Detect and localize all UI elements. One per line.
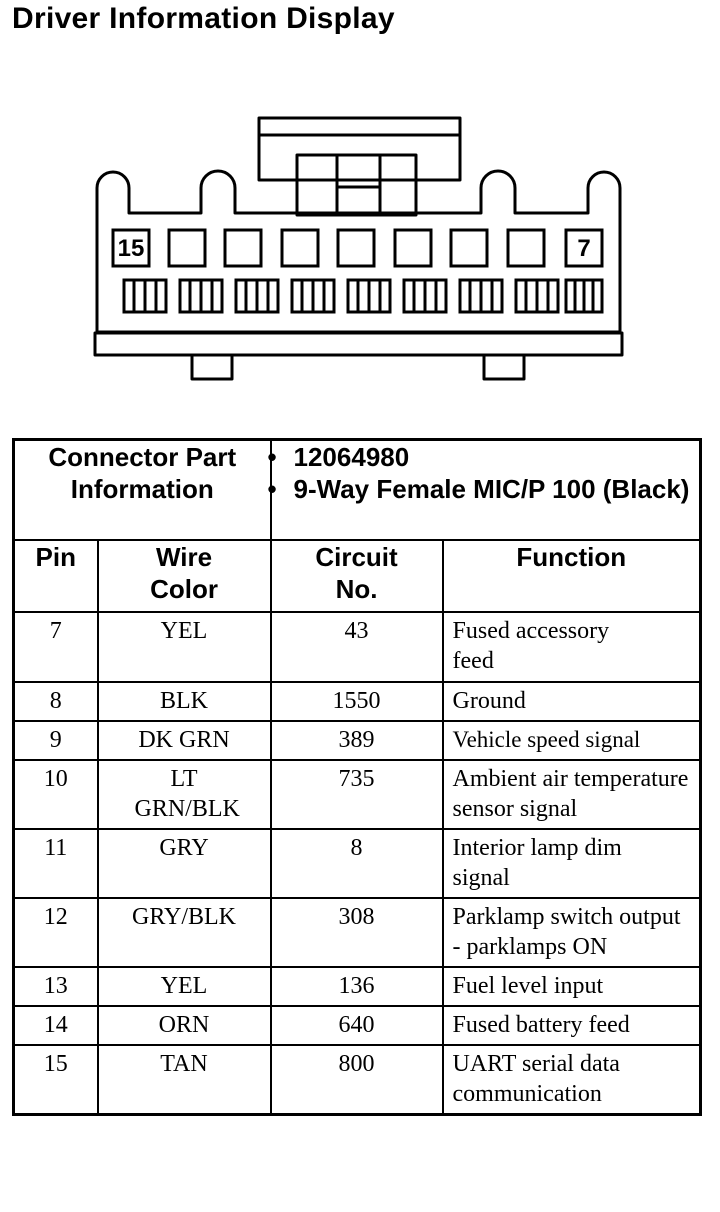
pin-cell: 15 <box>14 1045 98 1115</box>
wire-color-cell: YEL <box>98 967 271 1006</box>
table-row <box>14 898 701 967</box>
function-cell: Fuel level input <box>443 967 701 1006</box>
circuit-cell: 389 <box>271 721 443 760</box>
cavity-label-7: 7 <box>577 235 591 262</box>
circuit-cell: 640 <box>271 1006 443 1045</box>
table-row <box>14 1006 701 1045</box>
wire-color-cell: TAN <box>98 1045 271 1115</box>
pin-cell: 12 <box>14 898 98 967</box>
table-row <box>14 721 701 760</box>
pin-cell: 8 <box>14 682 98 721</box>
table-row <box>14 967 701 1006</box>
col-header-pin: Pin <box>14 540 98 612</box>
connector-foot-right <box>484 355 524 379</box>
pin-cell: 11 <box>14 829 98 898</box>
cavity-row <box>113 230 602 266</box>
pin-cell: 10 <box>14 760 98 829</box>
pin-cell: 7 <box>14 612 98 682</box>
function-cell: Interior lamp dim signal <box>443 829 701 898</box>
connector-base <box>95 333 622 355</box>
part-info-details: • 12064980 • 9-Way Female MIC/P 100 (Black) <box>271 440 701 541</box>
table-row <box>14 829 701 898</box>
col-header-function: Function <box>443 540 701 612</box>
function-cell: Ground <box>443 682 701 721</box>
wire-color-cell: BLK <box>98 682 271 721</box>
circuit-cell: 308 <box>271 898 443 967</box>
wire-color-cell: GRY/BLK <box>98 898 271 967</box>
wire-color-cell: GRY <box>98 829 271 898</box>
pin-cell: 9 <box>14 721 98 760</box>
function-cell: UART serial data communication <box>443 1045 701 1115</box>
table-row <box>14 682 701 721</box>
col-header-circuit-no: Circuit No. <box>271 540 443 612</box>
function-cell: Ambient air temperature sensor signal <box>443 760 701 829</box>
circuit-cell: 800 <box>271 1045 443 1115</box>
function-cell: Vehicle speed signal <box>443 721 701 760</box>
wire-color-cell: DK GRN <box>98 721 271 760</box>
circuit-cell: 1550 <box>271 682 443 721</box>
table-row <box>14 760 701 829</box>
col-header-wire-color: Wire Color <box>98 540 271 612</box>
function-cell: Fused accessory feed <box>443 612 701 682</box>
circuit-cell: 735 <box>271 760 443 829</box>
function-cell: Fused battery feed <box>443 1006 701 1045</box>
connector-diagram <box>0 0 720 400</box>
wire-color-cell: YEL <box>98 612 271 682</box>
page-title: Driver Information Display <box>12 2 395 35</box>
part-number: 12064980 <box>293 442 410 472</box>
table-row <box>14 612 701 682</box>
pin-cell: 13 <box>14 967 98 1006</box>
table-row <box>14 1045 701 1115</box>
wire-color-cell: ORN <box>98 1006 271 1045</box>
column-header-row <box>14 540 701 612</box>
part-info-header: Connector Part Information <box>14 440 271 541</box>
connector-foot-left <box>192 355 232 379</box>
part-info-row <box>14 440 701 541</box>
connector-latch <box>259 118 460 215</box>
pinout-table <box>12 438 702 1116</box>
pin-cell: 14 <box>14 1006 98 1045</box>
function-cell: Parklamp switch output - parklamps ON <box>443 898 701 967</box>
circuit-cell: 136 <box>271 967 443 1006</box>
circuit-cell: 43 <box>271 612 443 682</box>
circuit-cell: 8 <box>271 829 443 898</box>
part-description: 9-Way Female MIC/P 100 (Black) <box>293 474 690 504</box>
terminal-row <box>124 280 602 312</box>
cavity-label-15: 15 <box>117 235 145 262</box>
wire-color-cell: LT GRN/BLK <box>98 760 271 829</box>
